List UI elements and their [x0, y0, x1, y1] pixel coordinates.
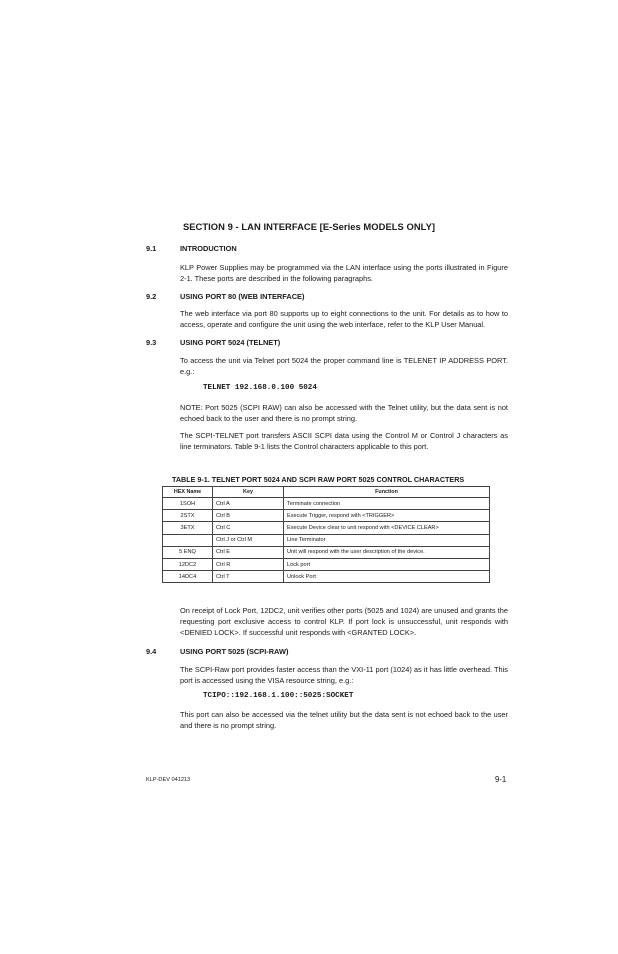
heading-number: 9.2	[146, 292, 157, 301]
heading-number: 9.1	[146, 244, 157, 253]
cell-hex	[163, 534, 213, 546]
table-header-row	[163, 487, 490, 498]
cell-key: Ctrl B	[213, 510, 284, 522]
paragraph-web-interface: The web interface via port 80 supports up to eight connections to the unit. For details as to how to access, operate and configure the unit using the web interface, refer to the KLP User Manual.	[180, 309, 508, 330]
table-row	[163, 534, 490, 546]
cell-hex: 14DC4	[163, 571, 213, 583]
cell-hex: 2STX	[163, 510, 213, 522]
heading-number: 9.3	[146, 338, 157, 347]
column-header-function: Function	[284, 487, 490, 498]
cell-hex: 3ETX	[163, 522, 213, 534]
cell-function: Line Terminator	[284, 534, 490, 546]
column-header-key: Key	[213, 487, 284, 498]
table-row	[163, 558, 490, 570]
footer-page-number: 9-1	[495, 775, 507, 784]
footer-document-id: KLP-DEV 041213	[146, 777, 191, 783]
paragraph-telnet-terminators: The SCPI-TELNET port transfers ASCII SCPI data using the Control M or Control J characters as line terminators. Table 9-1 lists the Control characters applicable to this port.	[180, 431, 508, 452]
heading-title: USING PORT 5025 (SCPI-RAW)	[180, 647, 289, 656]
paragraph-introduction: KLP Power Supplies may be programmed via the LAN interface using the ports illustrated in Figure 2-1. These ports are described in the following paragraphs.	[180, 263, 508, 284]
table-row	[163, 498, 490, 510]
cell-function: Unit will respond with the user description of the device.	[284, 546, 490, 558]
cell-function: Execute Trigger, respond with <TRIGGER>	[284, 510, 490, 522]
section-title: SECTION 9 - LAN INTERFACE [E-Series MODELS ONLY]	[182, 221, 436, 232]
table-caption: TABLE 9-1. TELNET PORT 5024 AND SCPI RAW PORT 5025 CONTROL CHARACTERS	[172, 475, 465, 484]
cell-key: Ctrl C	[213, 522, 284, 534]
cell-key: Ctrl A	[213, 498, 284, 510]
cell-hex: 12DC2	[163, 558, 213, 570]
heading-9-2	[146, 292, 304, 301]
cell-function: Lock port	[284, 558, 490, 570]
paragraph-lock-port: On receipt of Lock Port, 12DC2, unit verifies other ports (5025 and 1024) are unused and grants the requesting port exclusive access to control KLP. If port lock is unsuccessful, unit responds with <DENIED LOCK>. If successful unit responds with <GRANTED LOCK>.	[180, 606, 508, 638]
heading-9-4	[146, 647, 288, 656]
visa-resource-string-example: TCIPO::192.168.1.100::5025:SOCKET	[203, 692, 354, 700]
cell-hex: 5 ENQ	[163, 546, 213, 558]
paragraph-scpi-raw: The SCPI-Raw port provides faster access than the VXI-11 port (1024) as it has little overhead. This port is accessed using the VISA resource string, e.g.:	[180, 665, 508, 686]
table-row	[163, 546, 490, 558]
column-header-hex-name: HEX Name	[163, 487, 213, 498]
cell-function: Terminate connection	[284, 498, 490, 510]
cell-key: Ctrl T	[213, 571, 284, 583]
cell-hex: 1SOH	[163, 498, 213, 510]
heading-9-1	[146, 244, 237, 253]
paragraph-scpi-raw-telnet: This port can also be accessed via the telnet utility but the data sent is not echoed back to the user and there is no prompt string.	[180, 710, 508, 731]
heading-title: INTRODUCTION	[180, 244, 237, 253]
telnet-command-example: TELNET 192.168.0.100 5024	[203, 384, 317, 392]
heading-title: USING PORT 5024 (TELNET)	[180, 338, 281, 347]
cell-key: Ctrl R	[213, 558, 284, 570]
table-row	[163, 522, 490, 534]
heading-title: USING PORT 80 (WEB INTERFACE)	[180, 292, 305, 301]
paragraph-telnet-note: NOTE: Port 5025 (SCPI RAW) can also be accessed with the Telnet utility, but the data sent is not echoed back to the user and there is no prompt string.	[180, 403, 508, 424]
heading-9-3	[146, 338, 280, 347]
table-row	[163, 571, 490, 583]
cell-key: Ctrl E	[213, 546, 284, 558]
cell-function: Execute Device clear to unit respond with <DEVICE CLEAR>	[284, 522, 490, 534]
heading-number: 9.4	[146, 647, 157, 656]
paragraph-telnet-access: To access the unit via Telnet port 5024 the proper command line is TELENET IP ADDRESS PORT. e.g.:	[180, 356, 508, 377]
cell-key: Ctrl J or Ctrl M	[213, 534, 284, 546]
control-characters-table	[162, 486, 490, 583]
table-row	[163, 510, 490, 522]
cell-function: Unlock Port	[284, 571, 490, 583]
